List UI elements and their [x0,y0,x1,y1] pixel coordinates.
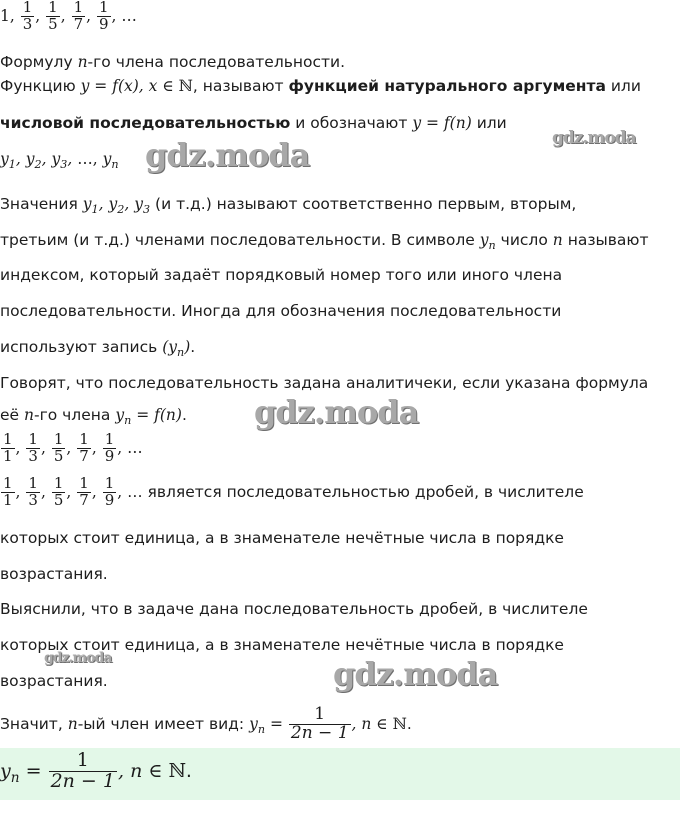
watermark: gdz.moda [44,650,112,666]
function-definition-line2: числовой последовательностью и обозначают y = f(n) или [0,114,507,132]
watermark: gdz.moda [333,655,498,693]
watermark: gdz.moda [552,128,636,148]
term-bold: функцией натурального аргумента [288,77,606,95]
formula-heading: Формулу n-го члена последовательности. [0,53,346,71]
math-function: y = f(x), x ∈ [80,77,174,95]
fraction: $\frac{1}{7}$ [73,0,84,33]
fraction: $\frac{1}{5}$ [48,0,58,33]
sequence-line-fractions: $\frac{1}{1}$ , $\frac{1}{3}$ , $\frac{1}{5}$ , $\frac{1}{7}$ , $\frac{1}{9}$ , … [3,430,143,465]
fraction: $\frac{1}{3}$ [22,0,33,33]
watermark: gdz.moda [145,136,310,174]
values-paragraph-line4: последовательности. Иногда для обозначения последовательности [0,302,562,320]
conclusion-line: Значит, n-ый член имеет вид: $y_n$ = $\frac{1}{2n - 1}$ , n ∈ ℕ. [0,704,412,743]
fraction: $\frac{1}{5}$ [53,474,64,509]
found-paragraph-line2: которых стоит единица, а в знаменателе нечётные числа в порядке [0,636,564,654]
fraction: $\frac{1}{1}$ [3,474,13,509]
found-paragraph-line1: Выяснили, что в задаче дана последовательность дробей, в числителе [0,600,588,618]
fraction: $\frac{1}{7}$ [79,474,89,509]
fraction-paragraph-line1: $\frac{1}{1}$ , $\frac{1}{3}$ , $\frac{1}{5}$ , $\frac{1}{7}$ , $\frac{1}{9}$ , … является последовательностью дробей, в числителе [3,474,584,509]
fraction: $\frac{1}{3}$ [28,430,38,465]
ellipsis: … [121,6,137,25]
ellipsis: … [127,438,143,457]
fraction: $\frac{1}{9}$ [99,0,109,33]
fraction: $\frac{1}{7}$ [79,430,89,465]
fraction: $\frac{1}{9}$ [104,430,115,465]
found-paragraph-line3: возрастания. [0,672,108,690]
analytic-line2: её n-го члена $y_n = f(n)$. [0,406,187,427]
values-paragraph-line2: третьим (и т.д.) членами последовательности. В символе $y_n$ число n называют [0,231,649,252]
fraction: $\frac{1}{9}$ [104,474,115,509]
fraction-paragraph-line2: которых стоит единица, а в знаменателе нечётные числа в порядке [0,529,564,547]
function-definition-line1: Функцию y = f(x), x ∈ ℕ, называют функцией натурального аргумента или [0,77,641,95]
fraction: $\frac{1}{1}$ [3,430,13,465]
sequence-line-top: 1, $\frac{1}{3}$ , $\frac{1}{5}$ , $\frac{1}{7}$ , $\frac{1}{9}$ , … [0,0,137,33]
fraction: $\frac{1}{5}$ [53,430,64,465]
formula-fraction: $\frac{1}{2n - 1}$ [290,704,349,743]
watermark: gdz.moda [254,393,419,431]
sequence-notation: $y_1$, $y_2$, $y_3$, …, $y_n$ [0,150,119,171]
analytic-line1: Говорят, что последовательность задана аналитичеки, если указана формула [0,374,649,392]
values-paragraph-line3: индексом, который задаёт порядковый номер того или иного члена [0,266,563,284]
answer-formula: $y_n$ = $\frac{1}{2n - 1}$ , n ∈ ℕ. [0,749,192,792]
first-term: 1, [0,6,15,25]
values-paragraph-line1: Значения $y_1$, $y_2$, $y_3$ (и т.д.) называют соответственно первым, вторым, [0,195,577,216]
fraction: $\frac{1}{3}$ [28,474,38,509]
term-bold: числовой последовательностью [0,114,291,132]
fraction-paragraph-line3: возрастания. [0,565,108,583]
answer-fraction: $\frac{1}{2n - 1}$ [50,749,115,792]
values-paragraph-line5: используют запись $(y_n)$. [0,338,196,359]
